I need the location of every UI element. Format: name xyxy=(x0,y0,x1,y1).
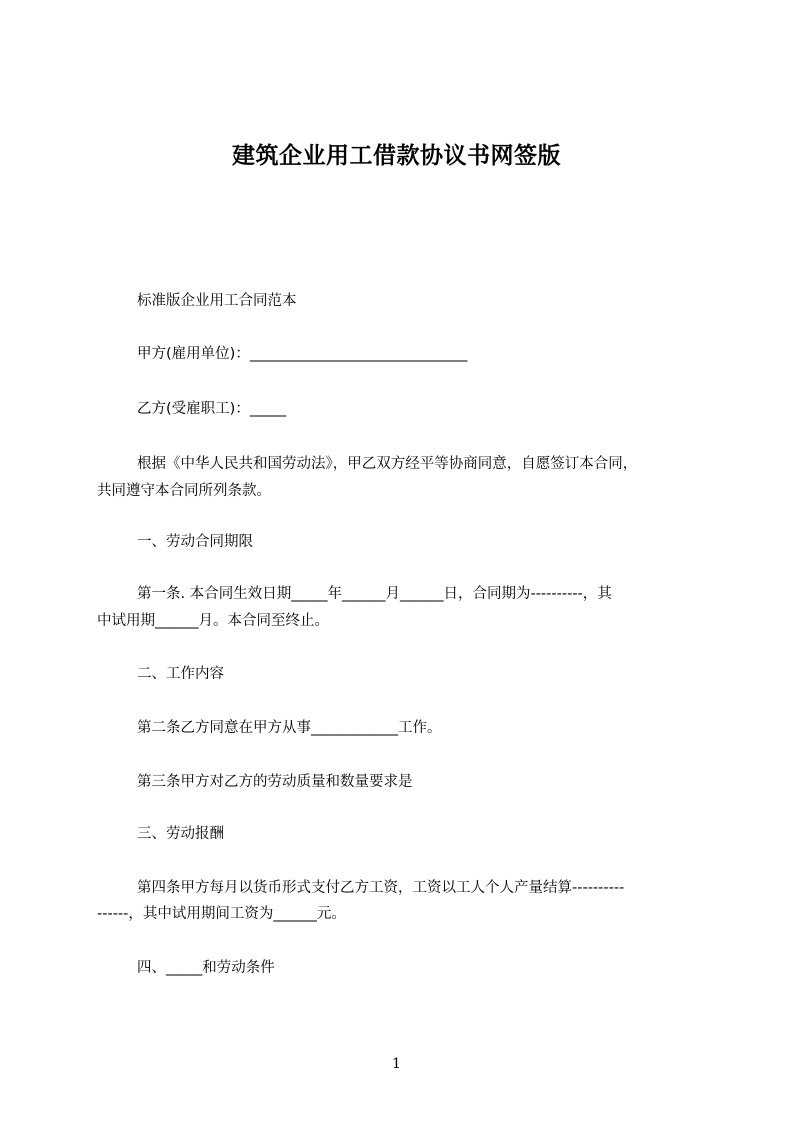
party-a-line: 甲方(雇用单位)：______________________________ xyxy=(137,346,468,362)
article-4-line-1: 第四条甲方每月以货币形式支付乙方工资，工资以工人个人产量结算---------- xyxy=(137,880,625,896)
article-2: 第二条乙方同意在甲方从事____________工作。 xyxy=(137,720,442,736)
section-heading-conditions: 四、_____和劳动条件 xyxy=(137,960,275,976)
article-3: 第三条甲方对乙方的劳动质量和数量要求是 xyxy=(137,774,413,790)
section-heading-term: 一、劳动合同期限 xyxy=(137,534,253,550)
party-b-line: 乙方(受雇职工)：_____ xyxy=(137,401,287,417)
page-number: 1 xyxy=(392,1056,401,1072)
preamble-line-1: 根据《中华人民共和国劳动法》，甲乙双方经平等协商同意，自愿签订本合同， xyxy=(137,456,638,472)
article-4-line-2: ------，其中试用期间工资为______元。 xyxy=(97,906,346,922)
article-1-line-2: 中试用期______月。本合同至终止。 xyxy=(97,613,329,629)
article-1-line-1: 第一条. 本合同生效日期_____年______月______日，合同期为----------，其 xyxy=(137,586,612,602)
section-heading-pay: 三、劳动报酬 xyxy=(137,826,224,842)
section-heading-work: 二、工作内容 xyxy=(137,666,224,682)
contract-subtitle: 标准版企业用工合同范本 xyxy=(137,293,297,309)
preamble-line-2: 共同遵守本合同所列条款。 xyxy=(97,483,271,499)
document-title: 建筑企业用工借款协议书网签版 xyxy=(232,143,561,169)
